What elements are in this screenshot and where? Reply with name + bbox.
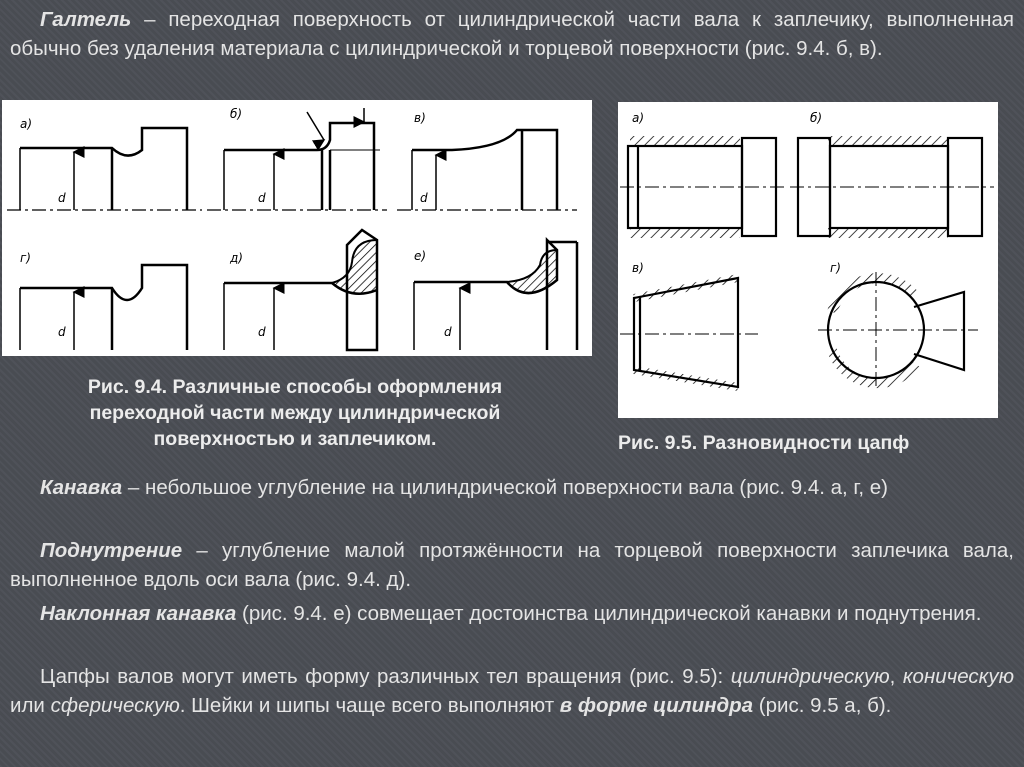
fig94-diam-e: d xyxy=(444,325,452,339)
figure-9-4-drawing xyxy=(2,100,592,356)
paragraph-galtel xyxy=(10,5,1014,63)
fig95-label-a: а) xyxy=(632,111,645,125)
term-kanavka: Канавка xyxy=(40,476,123,499)
naklonnaya-kanavka-definition: (рис. 9.4. е) совмещает достоинства цилиндрической канавки и поднутрения. xyxy=(236,602,982,625)
paragraph-podnutrenie xyxy=(10,536,1014,594)
podnutrenie-definition: – углубление малой протяжённости на торцевой поверхности заплечика вала, выполненное вдоль оси вала (рис. 9.4. д). xyxy=(10,539,1014,591)
tsapfy-text-4: . Шейки и шипы чаще всего выполняют xyxy=(179,694,560,717)
figure-9-4-caption-line3: поверхностью и заплечиком. xyxy=(153,428,437,450)
fig94-label-g: г) xyxy=(20,251,31,265)
fig94-diam-b: d xyxy=(258,191,266,205)
term-galtel: Галтель xyxy=(40,8,132,31)
galtel-definition: – переходная поверхность от цилиндрической части вала к заплечику, выполненная обычно без удаления материала с цилиндрической и торцевой поверхности (рис. 9.4. б, в). xyxy=(10,8,1014,60)
figure-9-5-caption: Рис. 9.5. Разновидности цапф xyxy=(618,432,910,454)
fig94-d xyxy=(224,230,377,350)
fig94-diam-g: d xyxy=(58,325,66,339)
tsapfy-text-2: , xyxy=(889,665,903,688)
kanavka-definition: – небольшое углубление на цилиндрической поверхности вала (рис. 9.4. а, г, е) xyxy=(122,476,888,499)
fig95-label-b: б) xyxy=(810,111,823,125)
fig94-label-a: а) xyxy=(20,117,33,131)
figure-9-4-caption-line1: Рис. 9.4. Различные способы оформления xyxy=(87,376,503,398)
figure-9-5-drawing xyxy=(618,102,998,418)
tsapfy-cylinder-form: в форме цилиндра xyxy=(559,694,754,717)
figure-9-4 xyxy=(2,100,592,356)
fig94-b xyxy=(207,108,387,210)
fig94-label-e: е) xyxy=(414,249,427,263)
fig95-label-v: в) xyxy=(632,261,644,275)
paragraph-tsapfy xyxy=(10,662,1014,720)
figure-9-5 xyxy=(618,102,998,418)
fig94-a xyxy=(7,128,202,210)
fig95-a xyxy=(620,136,788,238)
tsapfy-spherical: сферическую xyxy=(50,694,180,717)
fig95-g xyxy=(818,272,978,388)
fig94-label-b: б) xyxy=(230,107,243,121)
paragraph-naklonnaya-kanavka xyxy=(10,599,1014,628)
figure-9-4-caption xyxy=(0,374,590,452)
term-naklonnaya-kanavka: Наклонная канавка xyxy=(40,602,237,625)
fig95-b xyxy=(790,136,994,238)
tsapfy-conical: коническую xyxy=(902,665,1014,688)
fig94-diam-a: d xyxy=(58,191,66,205)
term-podnutrenie: Поднутрение xyxy=(40,539,183,562)
tsapfy-text-5: (рис. 9.5 а, б). xyxy=(753,694,892,717)
fig94-g xyxy=(20,265,187,350)
tsapfy-text-1: Цапфы валов могут иметь форму различных тел вращения (рис. 9.5): xyxy=(40,665,731,688)
paragraph-kanavka xyxy=(10,473,1014,502)
fig95-v xyxy=(620,278,758,387)
tsapfy-text-3: или xyxy=(10,694,51,717)
figure-9-4-caption-line2: переходной части между цилиндрической xyxy=(89,402,501,424)
tsapfy-cylindrical: цилиндрическую xyxy=(730,665,890,688)
fig94-diam-v: d xyxy=(420,191,428,205)
fig94-e xyxy=(414,240,577,350)
fig95-label-g: г) xyxy=(830,261,841,275)
fig94-label-d: д) xyxy=(230,251,243,265)
fig94-diam-d: d xyxy=(258,325,266,339)
fig94-label-v: в) xyxy=(414,111,426,125)
